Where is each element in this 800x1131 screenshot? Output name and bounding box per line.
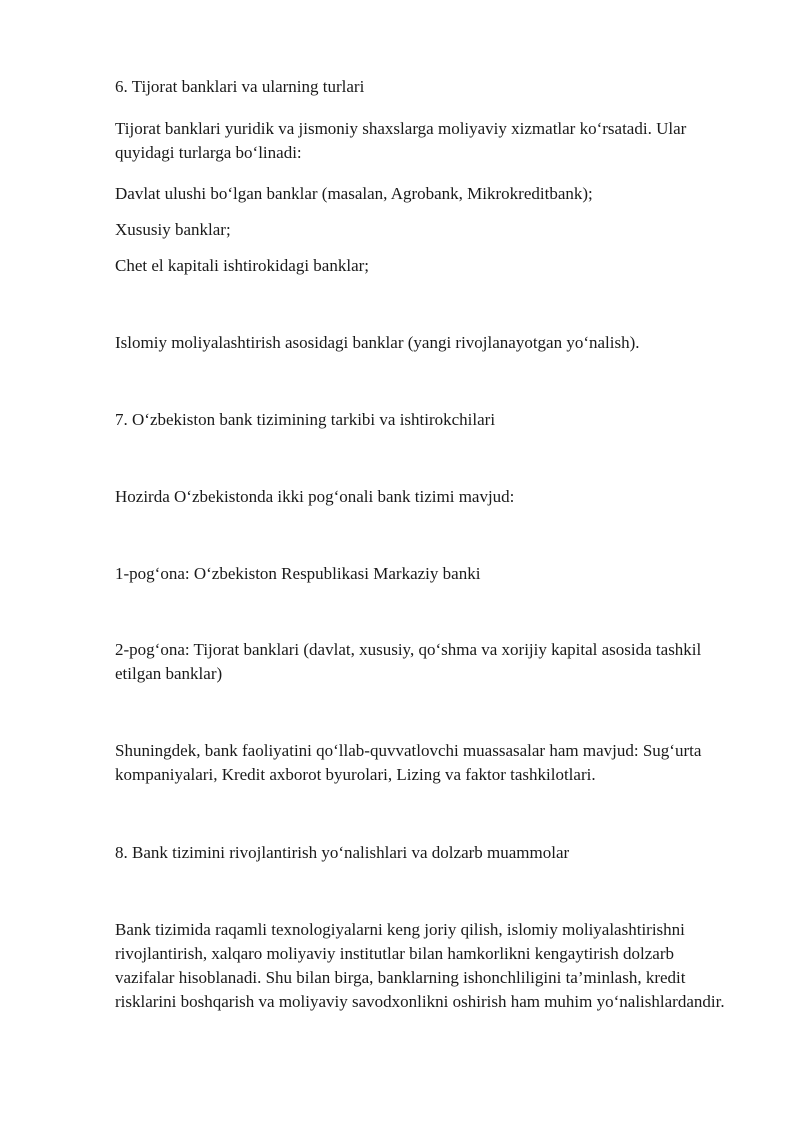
- paragraph-development: Bank tizimida raqamli texnologiyalarni keng joriy qilish, islomiy moliyalashtirishni rivojlantirish, xalqaro moliyaviy institutlar bilan hamkorlikni kengaytirish dolzarb vazifalar hisoblanadi. Shu bilan birga, banklarning ishonchliligini ta’minlash, kredit risklarini boshqarish va moliyaviy savodxonlikni oshirish ham muhim yo‘nalishlardandir.: [115, 920, 725, 1011]
- section-heading-8: 8. Bank tizimini rivojlantirish yo‘nalishlari va dolzarb muammolar: [115, 843, 570, 862]
- paragraph-tier-1: 1-pog‘ona: O‘zbekiston Respublikasi Markaziy banki: [115, 564, 481, 583]
- list-item-private-banks: Xususiy banklar;: [115, 220, 231, 239]
- paragraph-two-tier: Hozirda O‘zbekistonda ikki pog‘onali bank tizimi mavjud:: [115, 487, 515, 506]
- list-item-foreign-banks: Chet el kapitali ishtirokidagi banklar;: [115, 256, 369, 275]
- list-item-islamic-banks: Islomiy moliyalashtirish asosidagi banklar (yangi rivojlanayotgan yo‘nalish).: [115, 333, 640, 352]
- list-item-state-banks: Davlat ulushi bo‘lgan banklar (masalan, Agrobank, Mikrokreditbank);: [115, 184, 593, 203]
- paragraph-tier-2: 2-pog‘ona: Tijorat banklari (davlat, xususiy, qo‘shma va xorijiy kapital asosida tashkil etilgan banklar): [115, 640, 702, 683]
- section-heading-7: 7. O‘zbekiston bank tizimining tarkibi va ishtirokchilari: [115, 410, 496, 429]
- section-heading-6: 6. Tijorat banklari va ularning turlari: [115, 77, 365, 96]
- paragraph-intro: Tijorat banklari yuridik va jismoniy shaxslarga moliyaviy xizmatlar ko‘rsatadi. Ular quyidagi turlarga bo‘linadi:: [115, 119, 687, 162]
- paragraph-supporting-institutions: Shuningdek, bank faoliyatini qo‘llab-quvvatlovchi muassasalar ham mavjud: Sug‘urta kompaniyalari, Kredit axborot byurolari, Lizing va faktor tashkilotlari.: [115, 741, 702, 784]
